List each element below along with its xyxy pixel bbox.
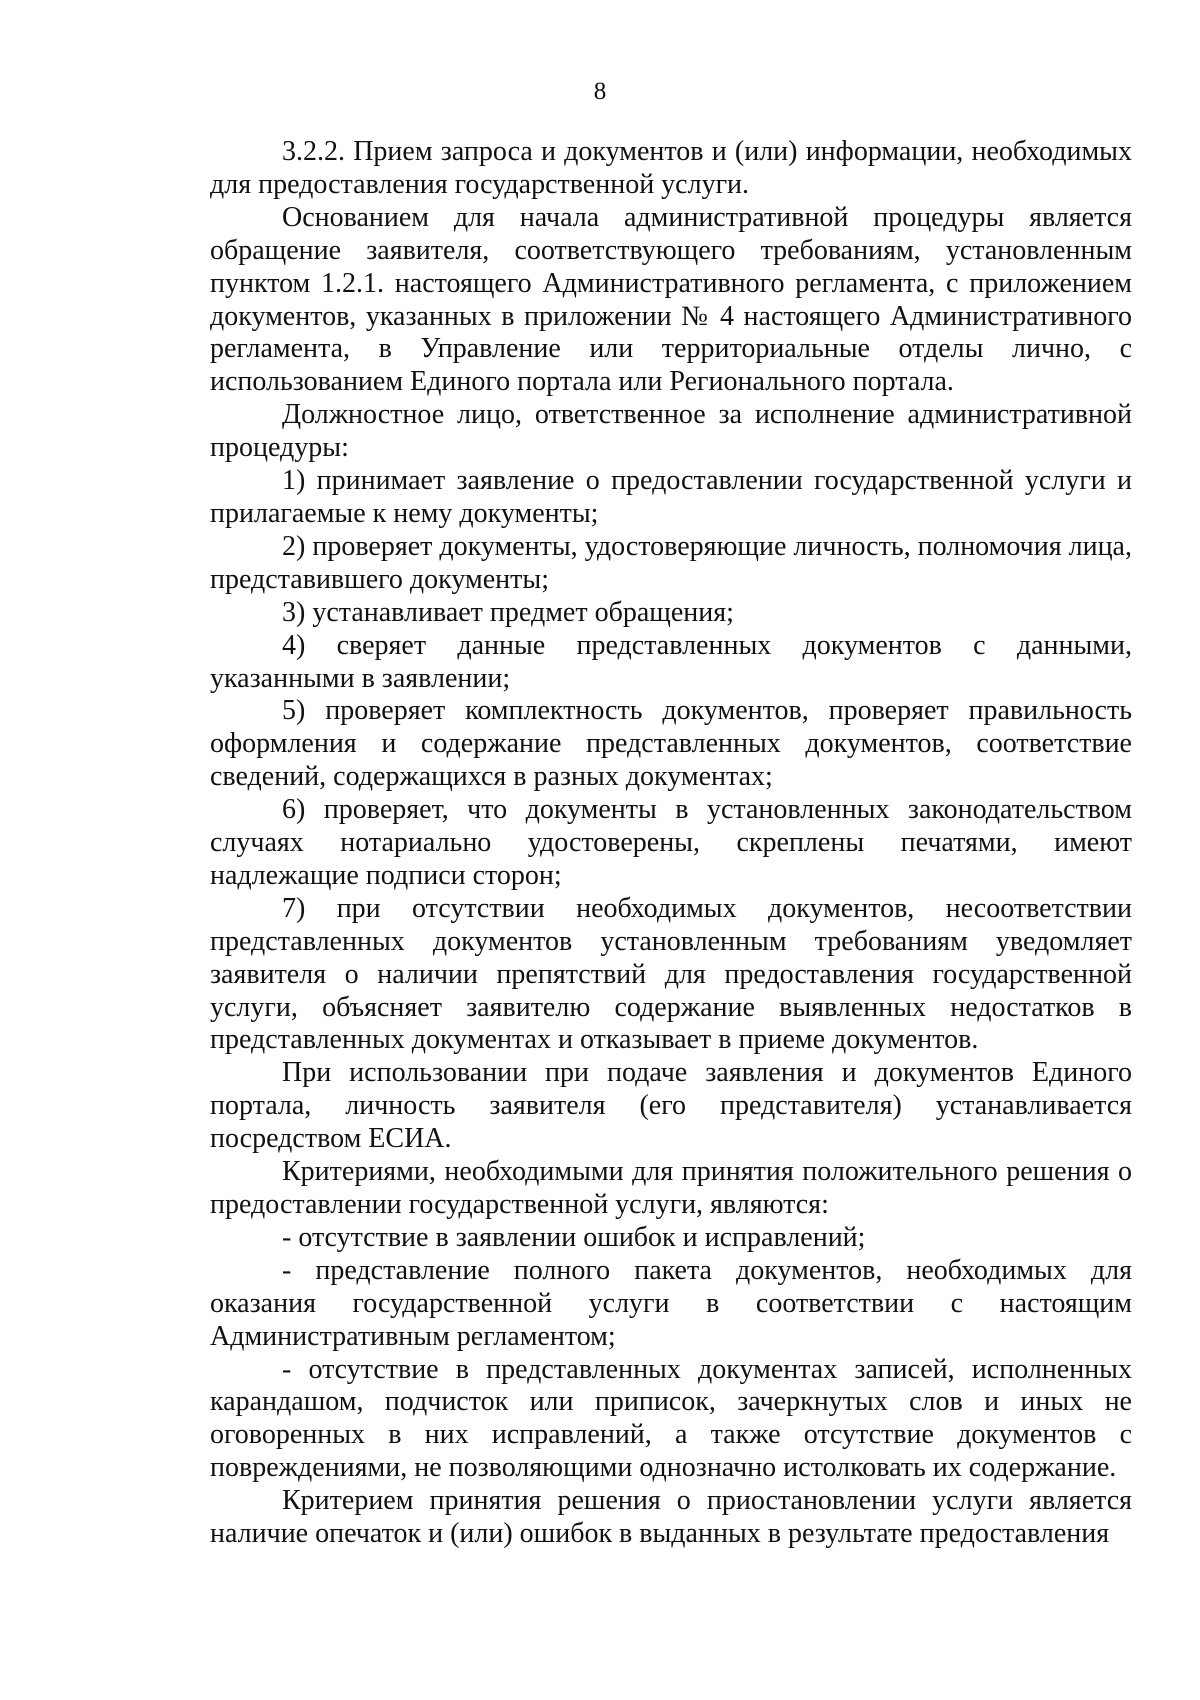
list-item-2: 2) проверяет документы, удостоверяющие личность, полномочия лица, представившего документы; xyxy=(210,530,1132,595)
criteria-item-2: - представление полного пакета документов, необходимых для оказания государственной услуги в соответствии с настоящим Административным регламентом; xyxy=(210,1254,1132,1352)
list-item-6: 6) проверяет, что документы в установленных законодательством случаях нотариально удостоверены, скреплены печатями, имеют надлежащие подписи сторон; xyxy=(210,794,1132,891)
page-number: 8 xyxy=(593,78,607,105)
paragraph-grounds: Основанием для начала административной процедуры является обращение заявителя, соответствующего требованиям, установленным пунктом 1.2.1. настоящего Административного регламента, с приложением документов, указанных в приложении № 4 настоящего Административного регламента, в Управление или территориальные отделы лично, с использованием Единого портала или Регионального портала. xyxy=(210,201,1132,398)
paragraph-suspension-criterion: Критерием принятия решения о приостановлении услуги является наличие опечаток и (или) ошибок в выданных в результате предоставления xyxy=(210,1485,1132,1550)
list-item-5: 5) проверяет комплектность документов, проверяет правильность оформления и содержание представленных документов, соответствие сведений, содержащихся в разных документах; xyxy=(210,695,1132,793)
list-item-1: 1) принимает заявление о предоставлении государственной услуги и прилагаемые к нему документы; xyxy=(210,465,1132,529)
section-heading-3-2-2: 3.2.2. Прием запроса и документов и (или) информации, необходимых для предоставления государственной услуги. xyxy=(210,136,1132,200)
list-item-4: 4) сверяет данные представленных документов с данными, указанными в заявлении; xyxy=(210,629,1132,694)
document-body xyxy=(210,136,1132,1551)
criteria-item-3: - отсутствие в представленных документах записей, исполненных карандашом, подчисток или приписок, зачеркнутых слов и иных не оговоренных в них исправлений, а также отсутствие документов с повреждениями, не позволяющими однозначно истолковать их содержание. xyxy=(210,1353,1132,1484)
paragraph-official: Должностное лицо, ответственное за исполнение административной процедуры: xyxy=(210,399,1132,464)
list-item-7: 7) при отсутствии необходимых документов, несоответствии представленных документов установленным требованиям уведомляет заявителя о наличии препятствий для предоставления государственной услуги, объясняет заявителю содержание выявленных недостатков в представленных документах и отказывает в приеме документов. xyxy=(210,892,1132,1056)
list-item-3: 3) устанавливает предмет обращения; xyxy=(282,596,734,628)
paragraph-esia: При использовании при подаче заявления и документов Единого портала, личность заявителя (его представителя) устанавливается посредством ЕСИА. xyxy=(210,1057,1132,1155)
criteria-item-1: - отсутствие в заявлении ошибок и исправлений; xyxy=(282,1221,866,1253)
paragraph-criteria: Критериями, необходимыми для принятия положительного решения о предоставлении государственной услуги, являются: xyxy=(210,1156,1132,1220)
